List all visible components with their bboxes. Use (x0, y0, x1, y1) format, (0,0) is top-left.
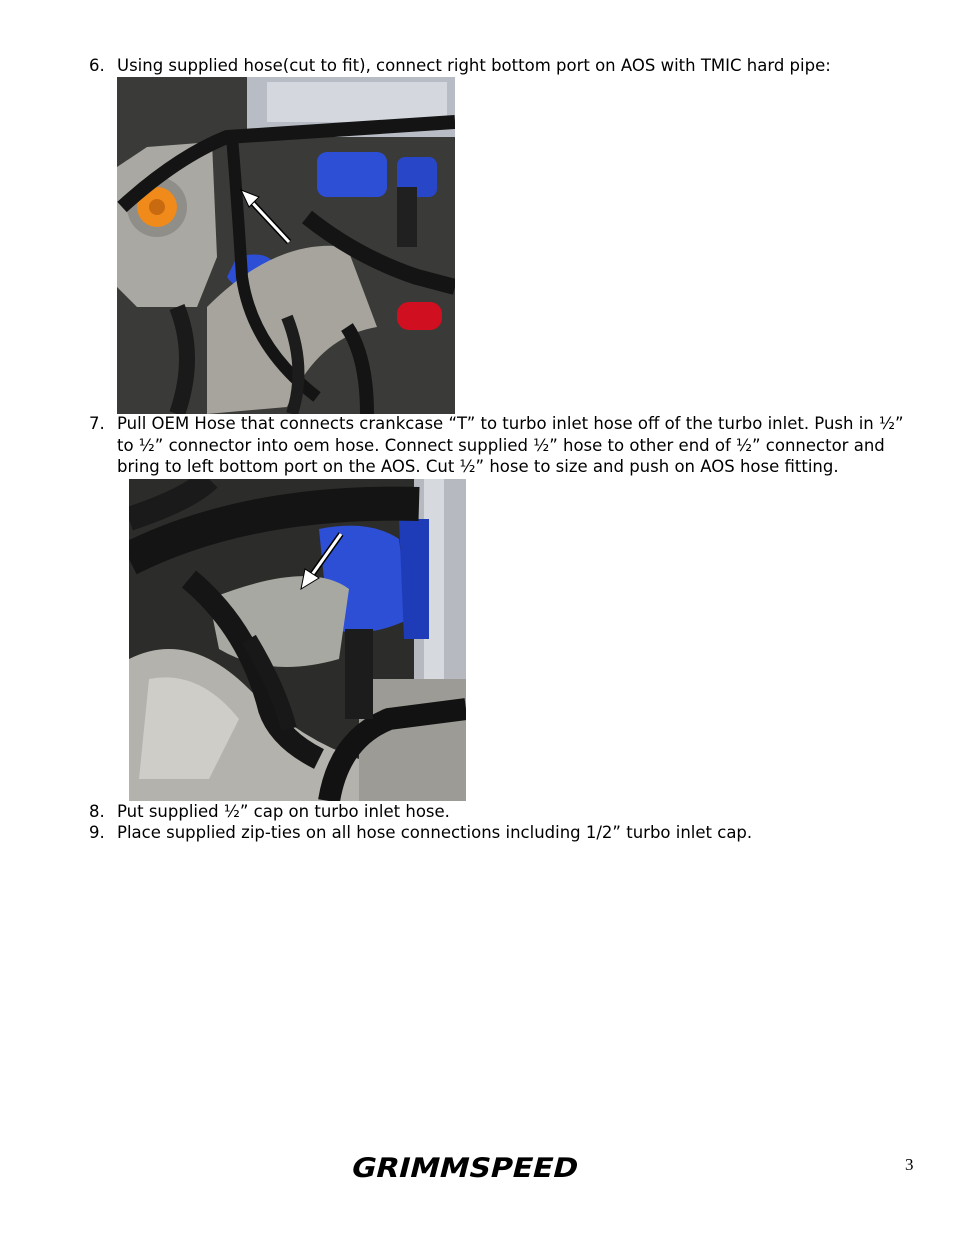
grimmspeed-logo (348, 1152, 584, 1186)
step-text: Pull OEM Hose that connects crankcase “T” to turbo inlet hose off of the turbo inlet. Push in ½” to ½” connector into oem hose. Connect supplied ½” hose to other end of ½” connector and bring to left bottom port on the AOS. Cut ½” hose to size and push on AOS hose fitting. (117, 414, 904, 476)
step-number: 9. (89, 823, 105, 842)
step-number: 6. (89, 56, 105, 75)
step-6 (89, 55, 909, 77)
step-number: 7. (89, 414, 105, 433)
step-9 (89, 822, 909, 844)
page-number: 3 (905, 1155, 914, 1174)
engine-bay-photo-aos-tmic (117, 77, 455, 414)
step-8 (89, 801, 909, 823)
logo-text: GRIMMSPEED (348, 1153, 561, 1182)
engine-bay-photo-turbo-inlet (129, 479, 466, 801)
step-text: Using supplied hose(cut to fit), connect right bottom port on AOS with TMIC hard pipe: (117, 56, 831, 75)
step-text: Place supplied zip-ties on all hose connections including 1/2” turbo inlet cap. (117, 823, 753, 842)
step-7 (89, 413, 909, 478)
step-text: Put supplied ½” cap on turbo inlet hose. (117, 802, 450, 821)
step-number: 8. (89, 802, 105, 821)
